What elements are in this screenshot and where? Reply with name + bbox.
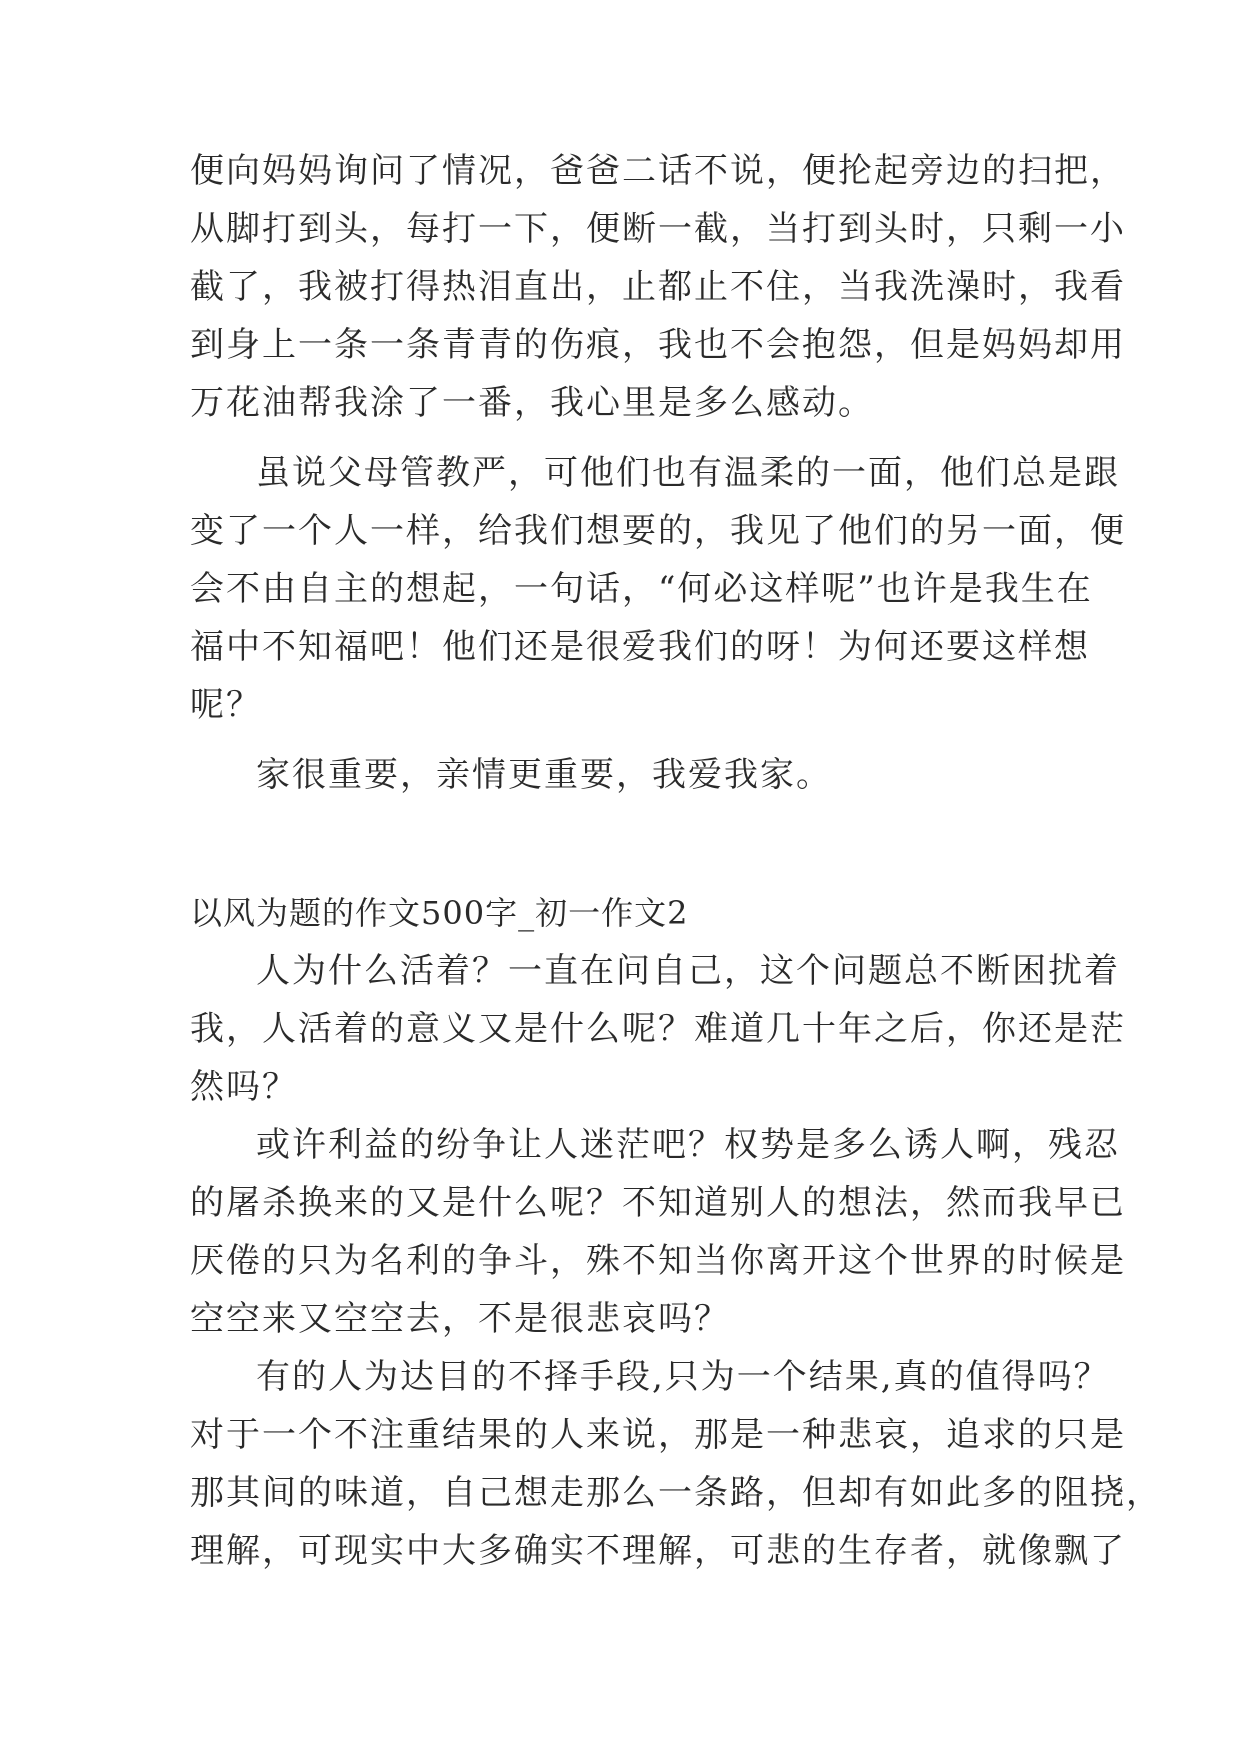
paragraph-line: 福中不知福吧！他们还是很爱我们的呀！为何还要这样想 bbox=[190, 627, 1090, 667]
paragraph-line: 家很重要，亲情更重要，我爱我家。 bbox=[256, 755, 832, 795]
paragraph-line: 虽说父母管教严，可他们也有温柔的一面，他们总是跟 bbox=[256, 453, 1120, 493]
paragraph-line: 截了，我被打得热泪直出，止都止不住，当我洗澡时，我看 bbox=[190, 267, 1126, 307]
heading-text: 以风为题的作文500字_初一作文2 bbox=[190, 894, 689, 932]
paragraph-line: 有的人为达目的不择手段,只为一个结果,真的值得吗？ bbox=[256, 1357, 1110, 1397]
paragraph-line: 或许利益的纷争让人迷茫吧？权势是多么诱人啊，残忍 bbox=[256, 1125, 1120, 1165]
paragraph-line: 我，人活着的意义又是什么呢？难道几十年之后，你还是茫 bbox=[190, 1009, 1126, 1049]
paragraph-line: 然吗？ bbox=[190, 1067, 298, 1107]
paragraph-line: 会不由自主的想起，一句话，“何必这样呢”也许是我生在 bbox=[190, 569, 1093, 609]
paragraph-line: 那其间的味道，自己想走那么一条路，但却有如此多的阻挠， bbox=[190, 1473, 1162, 1513]
paragraph-line: 变了一个人一样，给我们想要的，我见了他们的另一面，便 bbox=[190, 511, 1126, 551]
paragraph-line: 到身上一条一条青青的伤痕，我也不会抱怨，但是妈妈却用 bbox=[190, 325, 1126, 365]
paragraph-line: 呢？ bbox=[190, 685, 262, 725]
paragraph-line: 对于一个不注重结果的人来说，那是一种悲哀，追求的只是 bbox=[190, 1415, 1126, 1455]
paragraph-line: 的屠杀换来的又是什么呢？不知道别人的想法，然而我早已 bbox=[190, 1183, 1126, 1223]
paragraph-line: 便向妈妈询问了情况，爸爸二话不说，便抡起旁边的扫把， bbox=[190, 151, 1126, 191]
paragraph-line: 人为什么活着？一直在问自己，这个问题总不断困扰着 bbox=[256, 951, 1120, 991]
paragraph-line: 理解，可现实中大多确实不理解，可悲的生存者，就像飘了 bbox=[190, 1531, 1126, 1571]
paragraph-line: 万花油帮我涂了一番，我心里是多么感动。 bbox=[190, 383, 874, 423]
paragraph-line: 空空来又空空去，不是很悲哀吗？ bbox=[190, 1299, 730, 1339]
paragraph-line: 厌倦的只为名利的争斗，殊不知当你离开这个世界的时候是 bbox=[190, 1241, 1126, 1281]
paragraph-line: 从脚打到头，每打一下，便断一截，当打到头时，只剩一小 bbox=[190, 209, 1126, 249]
